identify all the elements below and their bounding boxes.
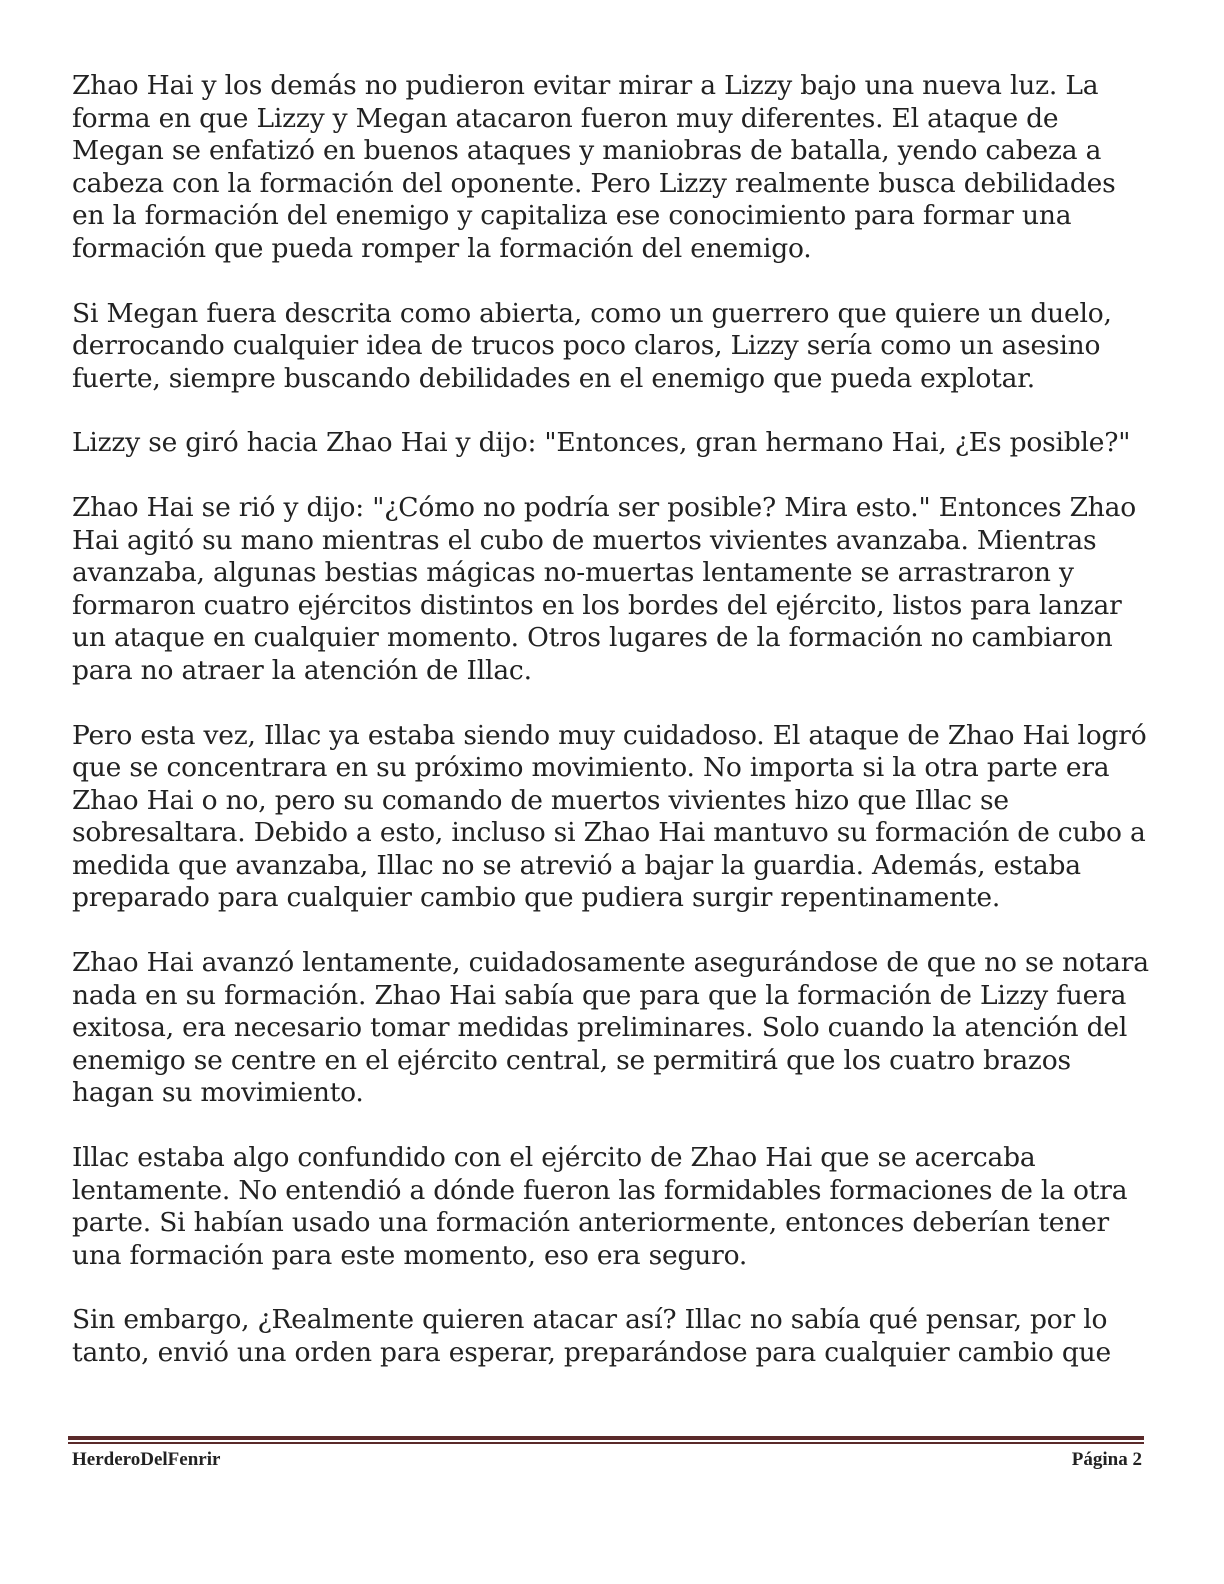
footer-author: HerderoDelFenrir	[72, 1449, 221, 1470]
footer-divider-thick	[68, 1436, 1144, 1440]
footer-divider-thin	[68, 1442, 1144, 1444]
paragraph: Sin embargo, ¿Realmente quieren atacar así? Illac no sabía qué pensar, por lo tanto, envió una orden para esperar, preparándose para cualquier cambio que	[72, 1304, 1111, 1368]
footer-divider	[68, 1436, 1144, 1445]
footer-page-number: Página 2	[1071, 1449, 1142, 1470]
paragraph: Si Megan fuera descrita como abierta, como un guerrero que quiere un duelo, derrocando cualquier idea de trucos poco claros, Lizzy sería como un asesino fuerte, siempre buscando debilidades en el enemigo que pueda explotar.	[72, 297, 1112, 394]
paragraph: Pero esta vez, Illac ya estaba siendo muy cuidadoso. El ataque de Zhao Hai logró que se concentrara en su próximo movimiento. No importa si la otra parte era Zhao Hai o no, pero su comando de muertos vivientes hizo que Illac se sobresaltara. Debido a esto, incluso si Zhao Hai mantuvo su formación de cubo a medida que avanzaba, Illac no se atrevió a bajar la guardia. Además, estaba preparado para cualquier cambio que pudiera surgir repentinamente.	[72, 719, 1147, 914]
paragraph: Lizzy se giró hacia Zhao Hai y dijo: "Entonces, gran hermano Hai, ¿Es posible?"	[72, 427, 1131, 459]
paragraph: Zhao Hai se rió y dijo: "¿Cómo no podría ser posible? Mira esto." Entonces Zhao Hai agitó su mano mientras el cubo de muertos vivientes avanzaba. Mientras avanzaba, algunas bestias mágicas no-muertas lentamente se arrastraron y formaron cuatro ejércitos distintos en los bordes del ejército, listos para lanzar un ataque en cualquier momento. Otros lugares de la formación no cambiaron para no atraer la atención de Illac.	[72, 491, 1137, 686]
page-body	[72, 70, 1152, 1402]
paragraph: Illac estaba algo confundido con el ejército de Zhao Hai que se acercaba lentamente. No entendió a dónde fueron las formidables formaciones de la otra parte. Si habían usado una formación anteriormente, entonces deberían tener una formación para este momento, eso era seguro.	[72, 1142, 1128, 1271]
paragraph: Zhao Hai y los demás no pudieron evitar mirar a Lizzy bajo una nueva luz. La forma en que Lizzy y Megan atacaron fueron muy diferentes. El ataque de Megan se enfatizó en buenos ataques y maniobras de batalla, yendo cabeza a cabeza con la formación del oponente. Pero Lizzy realmente busca debilidades en la formación del enemigo y capitaliza ese conocimiento para formar una formación que pueda romper la formación del enemigo.	[72, 70, 1116, 264]
paragraph: Zhao Hai avanzó lentamente, cuidadosamente asegurándose de que no se notara nada en su formación. Zhao Hai sabía que para que la formación de Lizzy fuera exitosa, era necesario tomar medidas preliminares. Solo cuando la atención del enemigo se centre en el ejército central, se permitirá que los cuatro brazos hagan su movimiento.	[72, 947, 1149, 1109]
